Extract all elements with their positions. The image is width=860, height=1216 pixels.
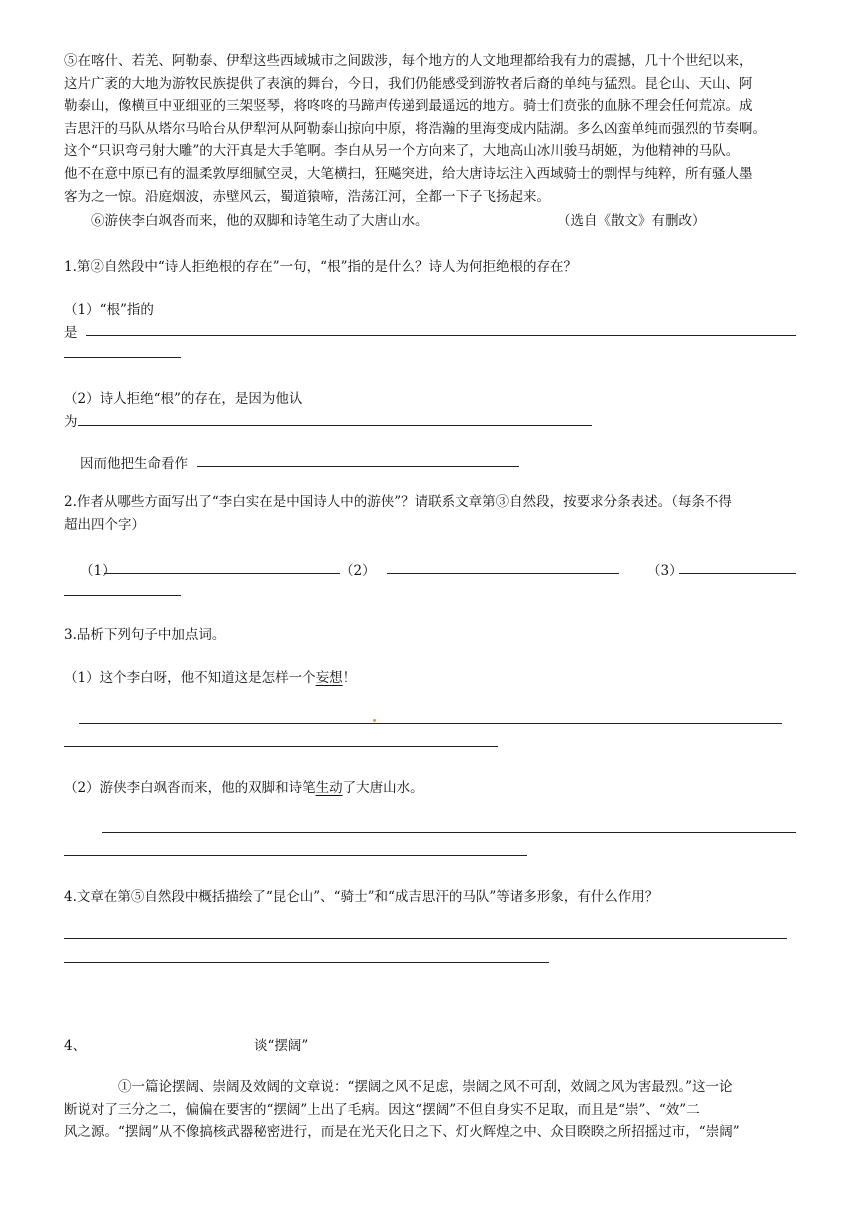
- answer-line-q4-1[interactable]: [64, 938, 787, 939]
- question-1-sub2-label: （2）诗人拒绝“根”的存在，是因为他认: [64, 391, 303, 407]
- question-2-stem-line1: 2.作者从哪些方面写出了“李白实在是中国诗人中的游侠”？请联系文章第③自然段，按要求分条表述。（每条不得: [64, 494, 732, 510]
- question-2-blank-2-label: （2）: [340, 563, 376, 579]
- passage-paragraph-6: ⑥游侠李白飒沓而来，他的双脚和诗笔生动了大唐山水。: [91, 213, 429, 229]
- question-2-blank-1-label: （1）: [80, 563, 116, 579]
- text-line: ①一篇论摆阔、崇阔及效阔的文章说：“摆阔之风不足虑，崇阔之风不可刮，效阔之风为害最烈。”这一论: [118, 1079, 733, 1095]
- section-number: 4、: [64, 1038, 87, 1054]
- sentence-2-suffix: 了大唐山水。: [342, 780, 424, 796]
- text-line: 风之源。“摆阔”从不像搞核武器秘密进行，而是在光天化日之下、灯火辉煌之中、众目睽睽之所招摇过市，“崇阔”: [64, 1124, 740, 1141]
- answer-line-q3-2[interactable]: [102, 832, 796, 833]
- question-1-sub2-label-cont: 为: [64, 414, 78, 430]
- text-line: 这片广袤的大地为游牧民族提供了表演的舞台，今日，我们仍能感受到游牧者后裔的单纯与猛烈。昆仑山、天山、阿: [64, 75, 753, 92]
- answer-line-q1-3[interactable]: [197, 466, 519, 467]
- question-1-stem: 1.第②自然段中“诗人拒绝根的存在”一句，“根”指的是什么？诗人为何拒绝根的存在？: [64, 259, 577, 275]
- answer-line-q2-3[interactable]: [679, 573, 796, 574]
- question-3-sentence-1: [64, 666, 356, 686]
- passage-paragraph-5: [64, 50, 796, 208]
- question-2-stem-line2: 超出四个字）: [64, 517, 145, 533]
- text-line: 这个“只识弯弓射大雕”的大汗真是大手笔啊。李白从另一个方向来了，大地高山冰川骏马胡姬，为他精神的马队。: [64, 143, 740, 160]
- answer-line-q4-2[interactable]: [64, 962, 549, 963]
- source-citation: （选自《散文》有删改）: [557, 213, 706, 229]
- answer-line-q1-1[interactable]: [86, 335, 796, 336]
- answer-line-q2-2[interactable]: [387, 573, 619, 574]
- question-1-sub1-label: （1）“根”指的: [64, 302, 154, 318]
- sentence-1-suffix: ！: [342, 670, 357, 686]
- dotted-word-2: 生动: [315, 780, 343, 796]
- text-line: 断说对了三分之二，偏偏在要害的“摆阔”上出了毛病。因这“摆阔”不但自身实不足取，而且是“崇”、“效”二: [64, 1101, 700, 1118]
- section-paragraph-1: [64, 1076, 796, 1144]
- question-4-stem: 4.文章在第⑤自然段中概括描绘了“昆仑山”、“骑士”和“成吉思汗的马队”等诸多形象，有什么作用？: [64, 889, 659, 905]
- question-1-sub3-label: 因而他把生命看作: [80, 456, 188, 472]
- answer-line-q3-2b[interactable]: [64, 855, 527, 856]
- answer-line-q1-1b[interactable]: [64, 357, 181, 358]
- text-line: 吉思汗的马队从塔尔马哈台从伊犁河从阿勒泰山掠向中原，将浩瀚的里海变成内陆湖。多么凶蛮单纯而强烈的节奏啊。: [64, 120, 766, 137]
- section-title: 谈“摆阔”: [254, 1038, 309, 1054]
- answer-line-q3-1b[interactable]: [64, 746, 498, 747]
- question-2-blank-3-label: （3）: [647, 563, 683, 579]
- text-line: 客为之一惊。沿庭烟波，赤壁风云，蜀道猿啼，浩荡江河，全都一下子飞扬起来。: [64, 188, 550, 205]
- sentence-2-prefix: （2）游侠李白飒沓而来，他的双脚和诗笔: [64, 780, 316, 796]
- question-1-sub1-label-cont: 是: [64, 325, 78, 341]
- question-3-sentence-2: [64, 776, 424, 796]
- question-3-stem: 3.品析下列句子中加点词。: [64, 627, 226, 643]
- stray-mark: [373, 719, 376, 722]
- answer-line-q2-3b[interactable]: [64, 595, 181, 596]
- text-line: ⑤在喀什、若羌、阿勒泰、伊犁这些西域城市之间跋涉，每个地方的人文地理都给我有力的震撼，几十个世纪以来，: [64, 53, 753, 69]
- answer-line-q3-1[interactable]: [79, 723, 782, 724]
- text-line: 他不在意中原已有的温柔敦厚细腻空灵，大笔横扫，狂飚突进，给大唐诗坛注入西域骑士的剽悍与纯粹，所有骚人墨: [64, 165, 753, 182]
- answer-line-q2-1[interactable]: [104, 573, 340, 574]
- text-line: 勒泰山，像横亘中亚细亚的三架竖琴，将咚咚的马蹄声传递到最遥远的地方。骑士们贲张的血脉不理会任何荒凉。成: [64, 98, 753, 115]
- sentence-1-prefix: （1）这个李白呀，他不知道这是怎样一个: [64, 670, 316, 686]
- answer-line-q1-2[interactable]: [78, 425, 592, 426]
- dotted-word-1: 妄想: [315, 670, 343, 686]
